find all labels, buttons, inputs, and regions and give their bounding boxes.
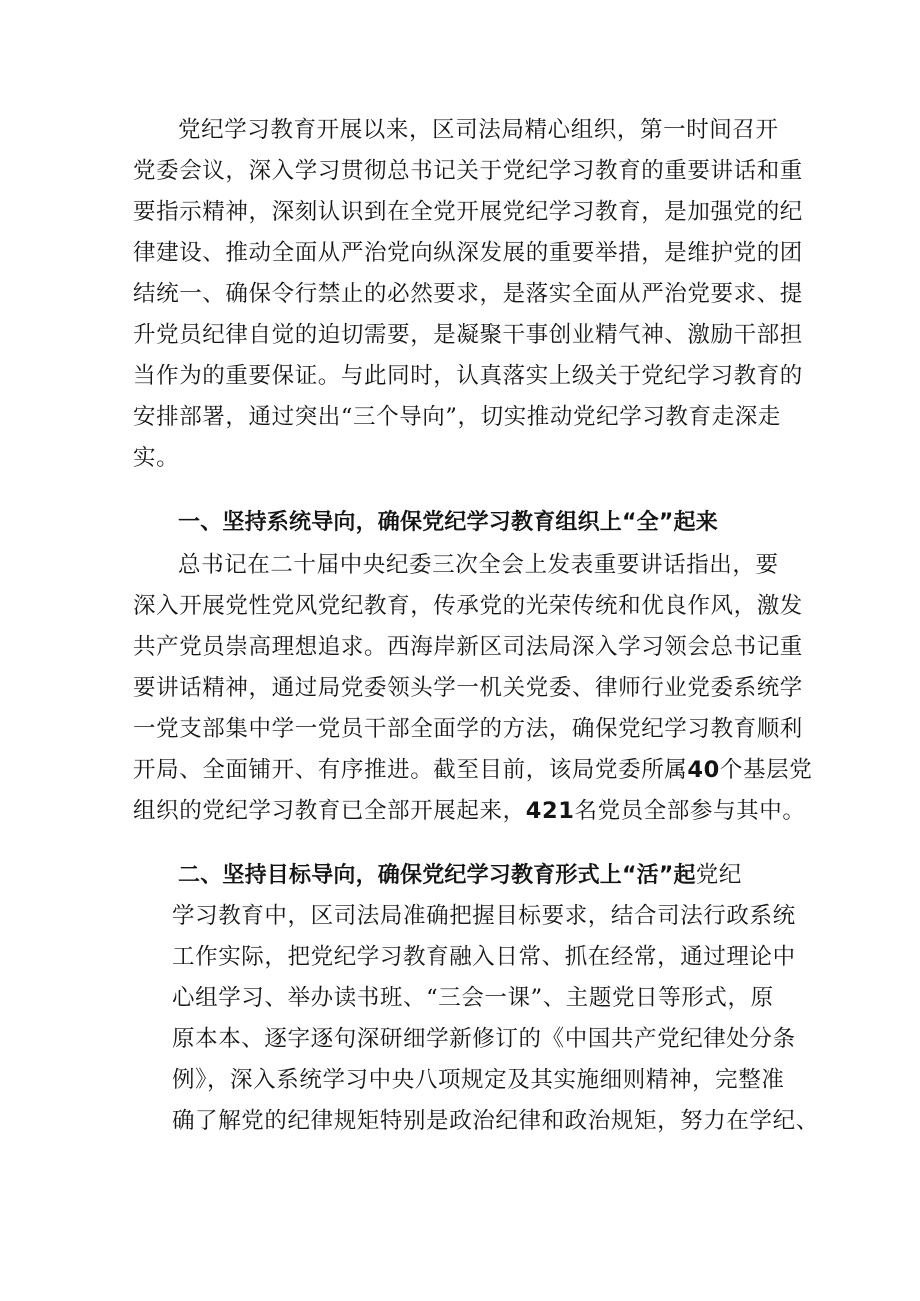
count-value: 421 — [525, 798, 575, 824]
paragraph-line: 律建设、推动全面从严治党向纵深发展的重要举措，是维护党的团 — [133, 240, 803, 266]
paragraph-line — [133, 751, 873, 789]
text-run: 个基层党 — [719, 757, 813, 783]
paragraph-line: 一党支部集中学一党员干部全面学的方法，确保党纪学习教育顺利 — [133, 716, 803, 742]
paragraph-line: 党委会议，深入学习贯彻总书记关于党纪学习教育的重要讲话和重 — [133, 158, 803, 184]
paragraph-line: 总书记在二十届中央纪委三次全会上发表重要讲话指出，要 — [178, 552, 779, 578]
section-heading — [178, 856, 742, 894]
text-run: 组织的党纪学习教育已全部开展起来， — [133, 798, 526, 824]
text-run: 开局、全面铺开、有序推进。截至目前，该局党委所属 — [133, 757, 688, 783]
paragraph-line: 深入开展党性党风党纪教育，传承党的光荣传统和优良作风，激发 — [133, 593, 803, 619]
text-run: 党纪 — [695, 862, 742, 888]
text-run: 名党员全部参与其中。 — [574, 798, 806, 824]
paragraph-line: 例》，深入系统学习中央八项规定及其实施细则精神，完整准 — [172, 1067, 785, 1093]
section-heading-text: 二、坚持目标导向，确保党纪学习教育形式上“活”起 — [178, 863, 696, 888]
paragraph-line: 升党员纪律自觉的迫切需要，是凝聚干事创业精气神、激励干部担 — [133, 322, 803, 348]
paragraph-line: 要讲话精神，通过局党委领头学一机关党委、律师行业党委系统学 — [133, 675, 803, 701]
paragraph-line — [133, 792, 873, 830]
paragraph-line: 党纪学习教育开展以来，区司法局精心组织，第一时间召开 — [178, 117, 779, 143]
paragraph-line: 原本本、逐字逐句深研细学新修订的《中国共产党纪律处分条 — [172, 1026, 796, 1052]
paragraph-line: 共产党员崇高理想追求。西海岸新区司法局深入学习领会总书记重 — [133, 634, 803, 660]
paragraph-line: 工作实际，把党纪学习教育融入日常、抓在经常，通过理论中 — [172, 944, 796, 970]
section-heading: 一、坚持系统导向，确保党纪学习教育组织上“全”起来 — [178, 510, 718, 535]
paragraph-line: 安排部署，通过突出“三个导向”，切实推动党纪学习教育走深走 — [133, 404, 781, 430]
count-value: 40 — [687, 757, 720, 783]
paragraph-line: 要指示精神，深刻认识到在全党开展党纪学习教育，是加强党的纪 — [133, 199, 803, 225]
paragraph-line: 结统一、确保令行禁止的必然要求，是落实全面从严治党要求、提 — [133, 281, 803, 307]
paragraph-line: 确了解党的纪律规矩特别是政治纪律和政治规矩，努力在学纪、 — [172, 1108, 819, 1134]
paragraph-line: 当作为的重要保证。与此同时，认真落实上级关于党纪学习教育的 — [133, 363, 803, 389]
paragraph-line: 学习教育中，区司法局准确把握目标要求，结合司法行政系统 — [172, 903, 796, 929]
paragraph-line: 实。 — [133, 445, 180, 471]
paragraph-line: 心组学习、举办读书班、“三会一课”、主题党日等形式，原 — [172, 985, 774, 1011]
